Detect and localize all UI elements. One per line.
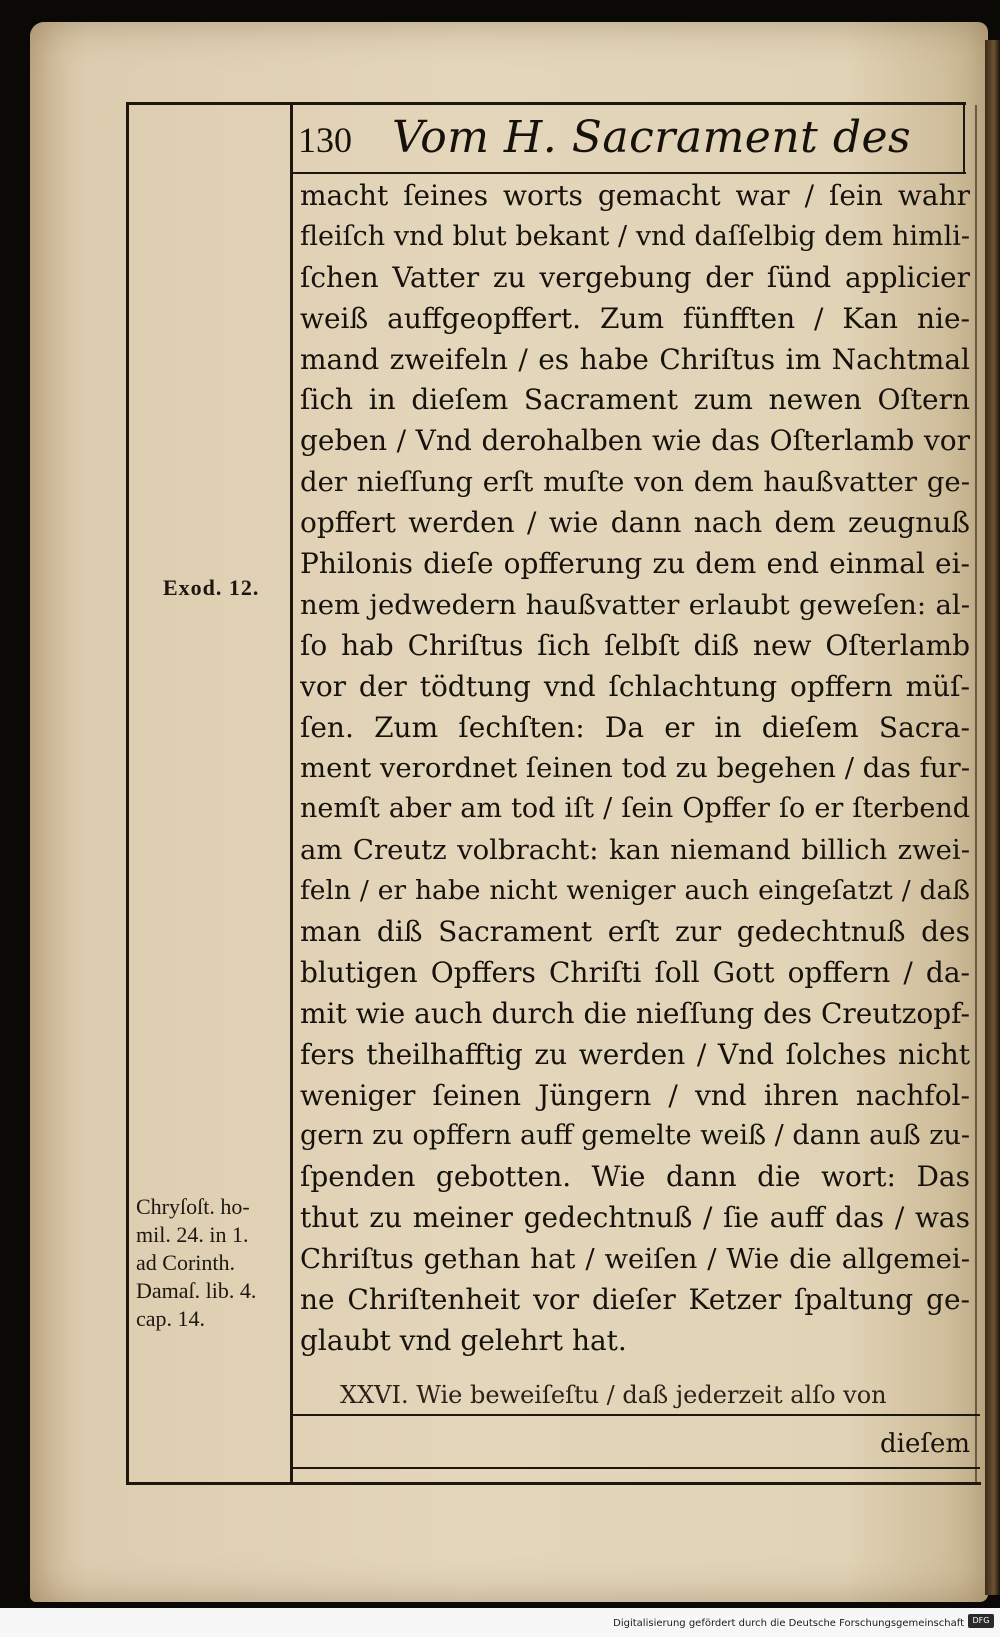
- digitization-credit: Digitalisierung gefördert durch die Deutsche Forschungsgemeinschaft: [613, 1618, 964, 1629]
- text-line: gern zu opffern auff gemelte weiß / dann auß zu-: [300, 1120, 970, 1152]
- text-line: am Creutz volbracht: kan niemand billich zwei-: [300, 834, 970, 867]
- text-line: macht ſeines worts gemacht war / ſein wahr: [300, 179, 970, 212]
- dfg-logo-icon: DFG: [968, 1614, 994, 1628]
- text-line: ſpenden gebotten. Wie dann die wort: Das: [300, 1160, 970, 1194]
- margin-note-exodus: Exod. 12.: [163, 575, 260, 600]
- text-line: ment verordnet ſeinen tod zu begehen / das fur-: [300, 752, 970, 785]
- text-line: ſchen Vatter zu vergebung der ſünd applicier: [300, 260, 970, 294]
- text-line: ſich in dieſem Sacrament zum newen Oſtern: [300, 383, 970, 417]
- page-edge: [985, 40, 1000, 1595]
- header-rule: [290, 172, 966, 174]
- text-line: geben / Vnd derohalben wie das Oſterlamb vor: [300, 424, 970, 458]
- text-line: blutigen Opffers Chriſti ſoll Gott opffern / da-: [300, 955, 970, 989]
- text-line: nemſt aber am tod iſt / ſein Opffer ſo er ſterbend: [300, 793, 970, 825]
- text-line: Chriſtus gethan hat / weiſen / Wie die allgemei-: [300, 1243, 970, 1276]
- text-line: ſen. Zum ſechſten: Da er in dieſem Sacra-: [300, 710, 970, 744]
- margin-column-divider: [290, 105, 293, 1485]
- text-line: glaubt vnd gelehrt hat.: [300, 1323, 627, 1357]
- text-line: vor der tödtung vnd ſchlachtung opffern müſ-: [300, 669, 970, 703]
- margin-note-line: ad Corinth.: [136, 1250, 235, 1275]
- body-text: [300, 176, 970, 1362]
- text-line: Philonis dieſe opfferung zu dem end einmal ei-: [300, 547, 970, 581]
- running-title: Vom H. Sacrament des: [392, 112, 912, 163]
- text-line: opffert werden / wie dann nach dem zeugnuß: [300, 506, 970, 540]
- text-line: mit wie auch durch die nieſſung des Creutzopf-: [300, 996, 970, 1030]
- margin-note-line: Chryſoſt. ho-: [136, 1194, 250, 1219]
- text-line: thut zu meiner gedechtnuß / ſie auff das / was: [300, 1201, 970, 1235]
- text-line: weiß auffgeopffert. Zum fünfften / Kan nie-: [300, 301, 970, 335]
- catchword-rule: [290, 1414, 980, 1416]
- margin-note-line: Damaſ. lib. 4.: [136, 1278, 257, 1303]
- header-right-rule: [963, 102, 965, 174]
- text-line: fleiſch vnd blut bekant / vnd daſſelbig dem himli-: [300, 220, 970, 252]
- frame-inner-bottom-rule: [290, 1467, 980, 1469]
- margin-note-line: mil. 24. in 1.: [136, 1222, 249, 1247]
- text-line: fers theilhafftig zu werden / Vnd ſolches nicht: [300, 1037, 970, 1071]
- margin-note-chrysostom: [136, 1193, 286, 1333]
- text-line: feln / er habe nicht weniger auch eingeſatzt / daß: [300, 875, 970, 907]
- frame-bottom-rule: [126, 1482, 981, 1485]
- section-heading: XXVI. Wie beweiſeſtu / daß jederzeit alſo von: [340, 1381, 887, 1409]
- frame-left-rule: [126, 102, 129, 1485]
- running-head: [298, 112, 958, 168]
- text-line: ne Chriſtenheit vor dieſer Ketzer ſpaltung ge-: [300, 1283, 970, 1317]
- text-line: nem jedwedern haußvatter erlaubt geweſen: al-: [300, 588, 970, 621]
- frame-right-rule: [975, 105, 977, 1485]
- text-line: mand zweifeln / es habe Chriſtus im Nachtmal: [300, 342, 970, 376]
- catchword: dieſem: [879, 1429, 970, 1459]
- text-line: weniger ſeinen Jüngern / vnd ihren nachfol-: [300, 1078, 970, 1112]
- text-line: der nieſſung erſt muſte von dem haußvatter ge-: [300, 466, 970, 499]
- text-line: ſo hab Chriſtus ſich ſelbſt diß new Oſterlamb: [300, 628, 970, 662]
- page-number: 130: [298, 120, 352, 160]
- text-line: man diß Sacrament erſt zur gedechtnuß des: [300, 915, 970, 949]
- margin-note-line: cap. 14.: [136, 1306, 206, 1331]
- frame-top-rule: [126, 102, 966, 105]
